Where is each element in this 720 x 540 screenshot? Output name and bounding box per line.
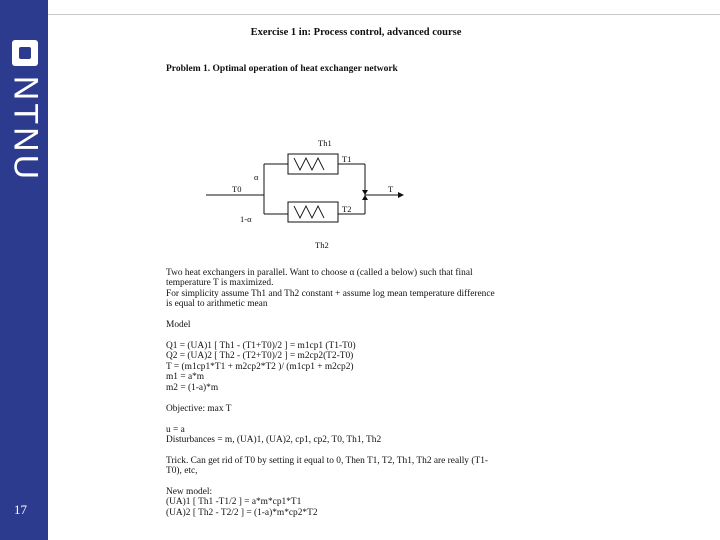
equation-line: m1 = a*m [166, 372, 205, 383]
objective-line: Objective: max T [166, 404, 232, 414]
page-number: 17 [14, 502, 27, 517]
heat-exchanger-2 [288, 202, 338, 222]
ntnu-logo-icon [12, 40, 38, 66]
equation-line: T = (m1cp1*T1 + m2cp2*T2 )/ (m1cp1 + m2cp2) [166, 361, 354, 372]
label-t2: T2 [342, 204, 352, 214]
heat-exchanger-1 [288, 154, 338, 174]
trick-paragraph [166, 456, 488, 477]
intro-line: is equal to arithmetic mean [166, 299, 268, 310]
trick-line: Trick. Can get rid of T0 by setting it equal to 0, Then T1, T2, Th1, Th2 are really (T1- [166, 456, 488, 466]
label-t: T [388, 184, 394, 194]
label-alpha: α [254, 172, 259, 182]
ntnu-sidebar [0, 0, 48, 540]
document-title: Exercise 1 in: Process control, advanced course [250, 27, 462, 38]
new-model-heading: New model: [166, 487, 213, 497]
document-page [166, 27, 506, 74]
intro-paragraph [166, 268, 495, 310]
disturbances-line: Disturbances = m, (UA)1, (UA)2, cp1, cp2, T0, Th1, Th2 [166, 435, 382, 445]
equation-line: Q2 = (UA)2 [ Th2 - (T2+T0)/2 ] = m2cp2(T2-T0) [166, 351, 354, 362]
trick-line: T0), etc, [166, 466, 198, 477]
u-line: u = a [166, 425, 185, 435]
heat-exchanger-diagram [200, 134, 410, 258]
label-th2: Th2 [315, 240, 329, 250]
new-model-block [166, 487, 318, 518]
equation-line: (UA)1 [ Th1 -T1/2 ] = a*m*cp1*T1 [166, 497, 302, 508]
equation-line: m2 = (1-a)*m [166, 382, 219, 393]
intro-line: temperature T is maximized. [166, 278, 274, 289]
problem-heading: Problem 1. Optimal operation of heat exchanger network [166, 64, 398, 74]
model-heading: Model [166, 320, 191, 330]
ntnu-logo-text: NTNU [6, 75, 45, 183]
outlet-arrow-icon [398, 192, 404, 198]
label-t0: T0 [232, 184, 242, 194]
intro-line: For simplicity assume Th1 and Th2 constant + assume log mean temperature difference [166, 288, 495, 299]
top-divider [48, 14, 720, 15]
intro-line: Two heat exchangers in parallel. Want to choose α (called a below) such that final [166, 268, 473, 278]
label-th1: Th1 [318, 138, 332, 148]
model-equations [166, 341, 356, 393]
label-t1: T1 [342, 154, 352, 164]
equation-line: Q1 = (UA)1 [ Th1 - (T1+T0)/2 ] = m1cp1 (T1-T0) [166, 341, 356, 351]
equation-line: (UA)2 [ Th2 - T2/2 ] = (1-a)*m*cp2*T2 [166, 507, 318, 518]
label-one-minus-alpha: 1-α [240, 214, 252, 224]
